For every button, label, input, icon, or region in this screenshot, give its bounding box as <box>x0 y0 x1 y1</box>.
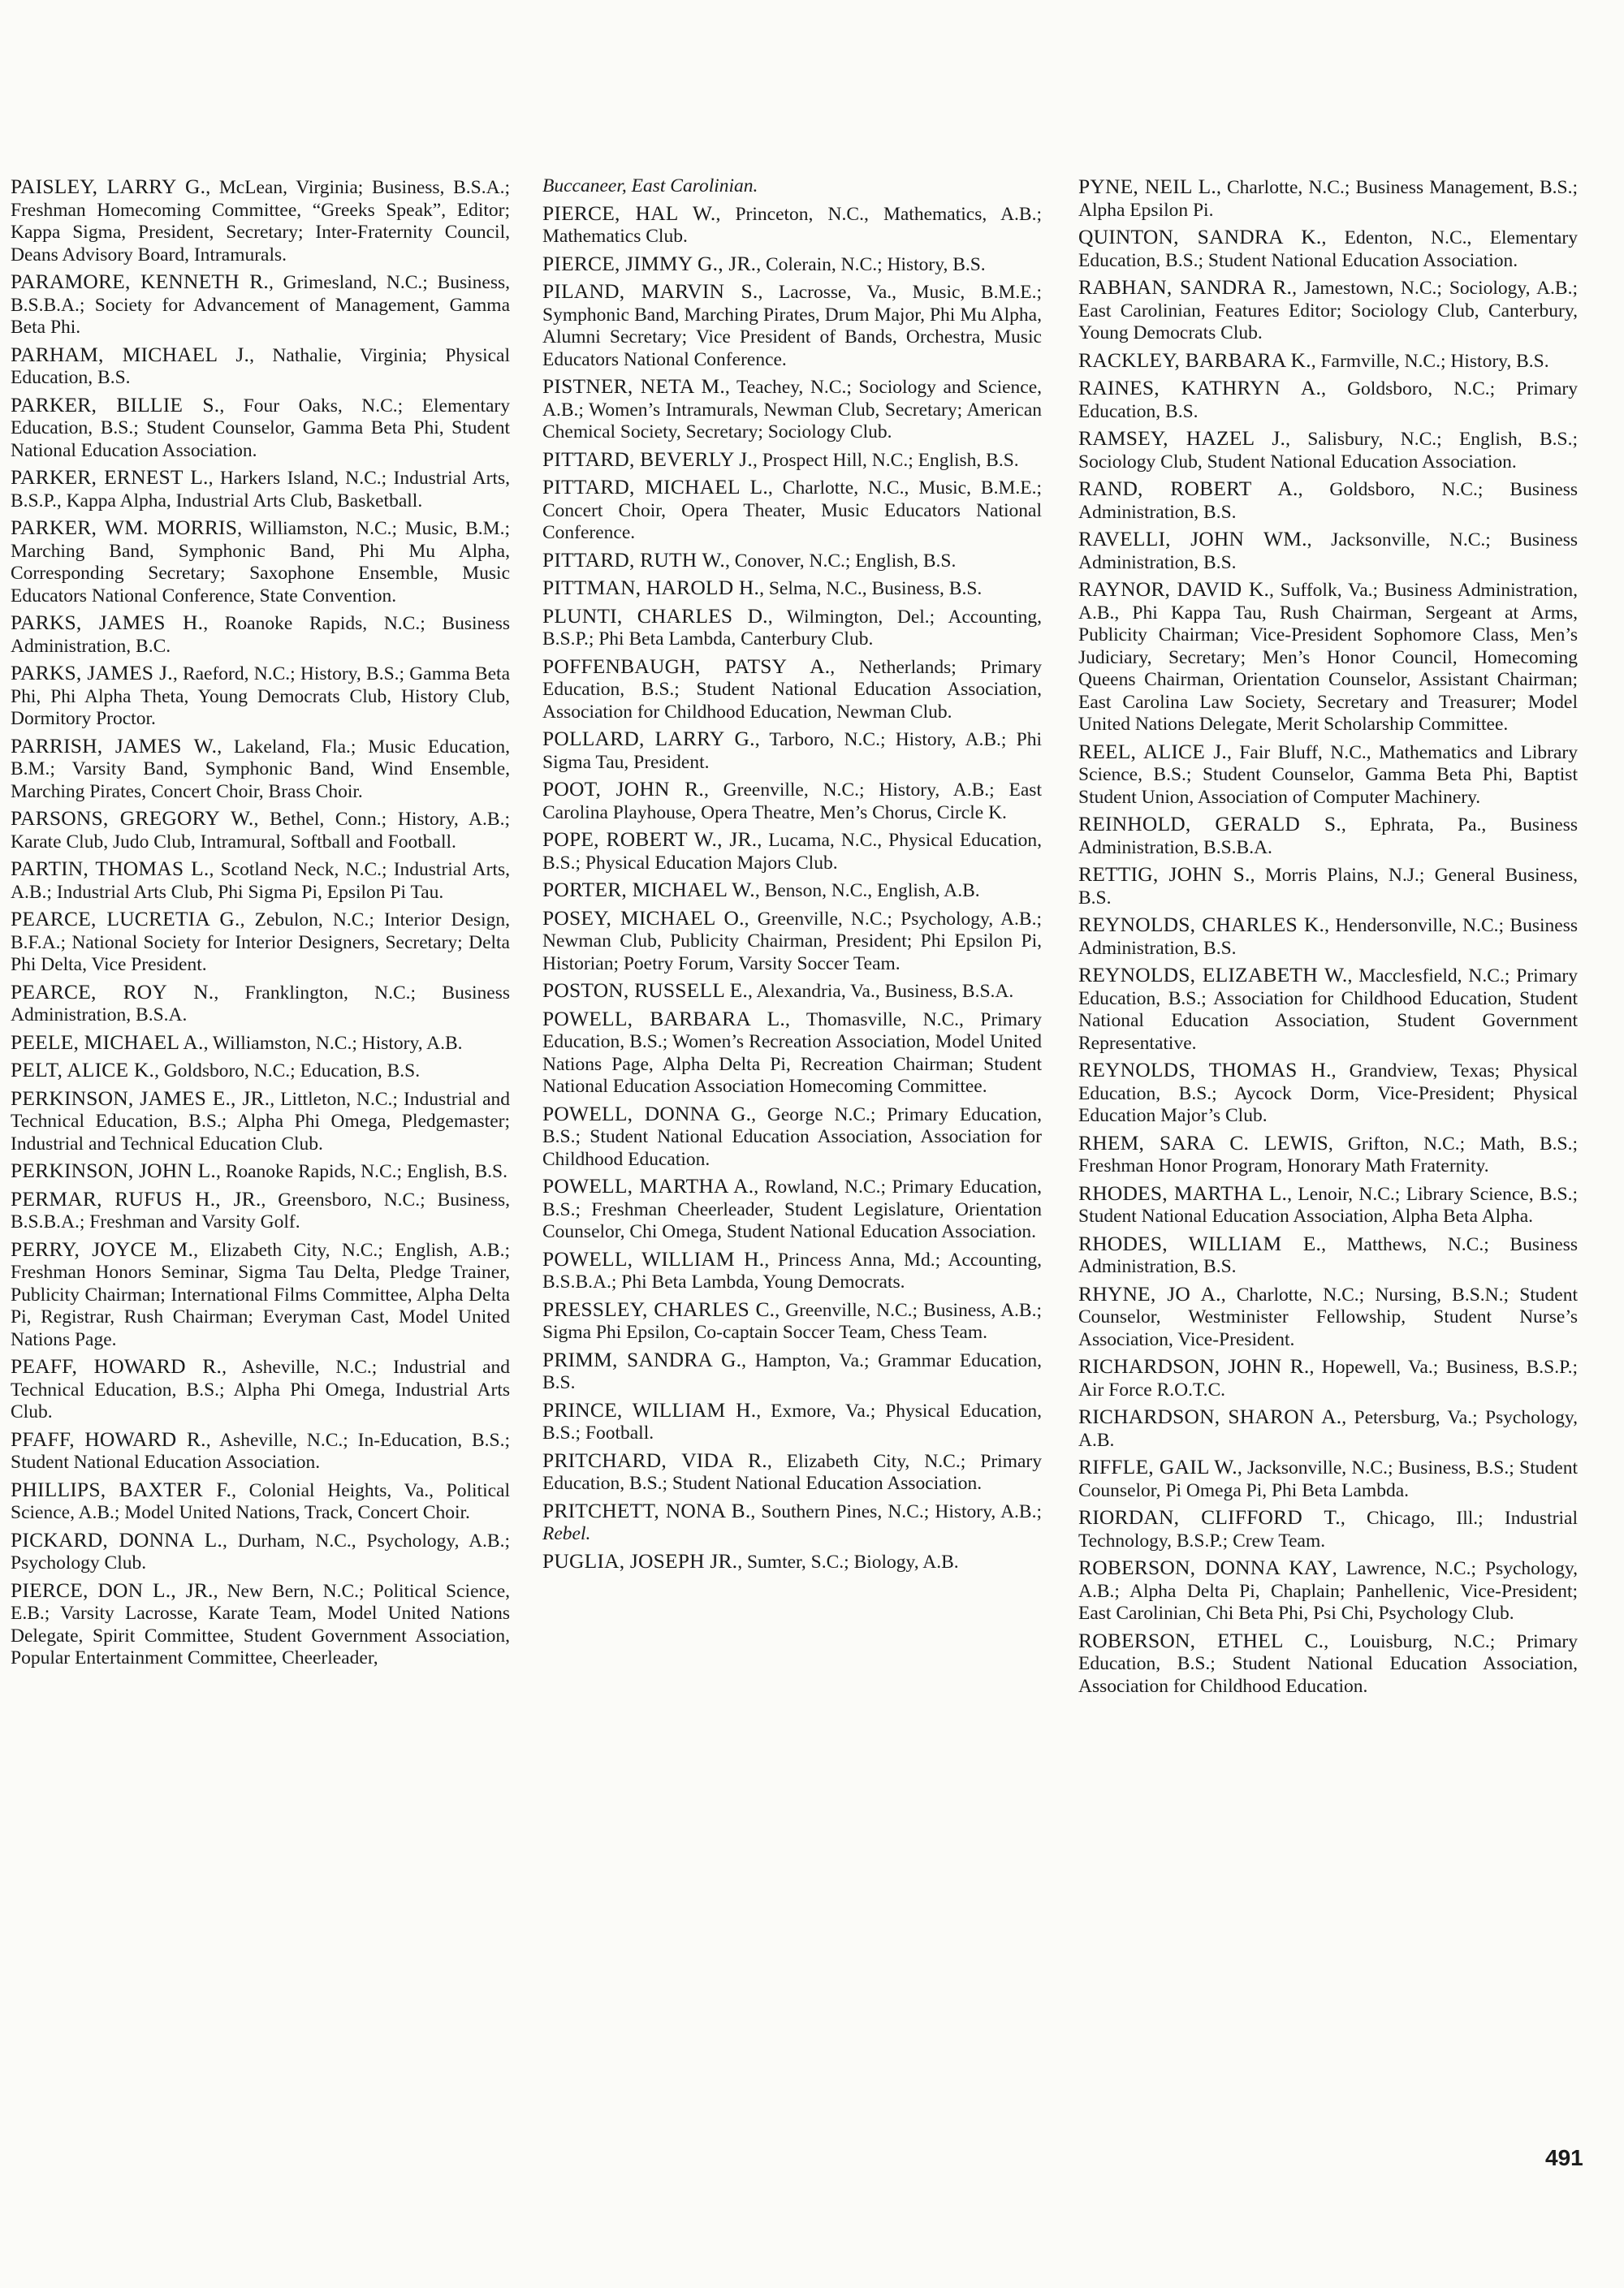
entry-name: PITTARD, RUTH W. <box>542 547 726 572</box>
entry-name: RICHARDSON, SHARON A. <box>1078 1405 1342 1428</box>
entry-name: POWELL, BARBARA L. <box>542 1006 785 1030</box>
entry-name: PARAMORE, KENNETH R. <box>11 270 269 293</box>
senior-entry <box>1078 377 1578 423</box>
entry-details: , Williamston, N.C.; Music, B.M.; Marching Band, Symphonic Band, Phi Mu Alpha, Corresponding Secretary; Saxophone Ensemble, Music Educators National Conference, State Convention. <box>11 518 510 607</box>
senior-entry <box>1078 528 1578 574</box>
entry-details: , Prospect Hill, N.C.; English, B.S. <box>752 449 1019 471</box>
entry-name: POLLARD, LARRY G. <box>542 727 755 750</box>
entry-name: PARSONS, GREGORY W. <box>11 806 254 830</box>
entry-name: REINHOLD, GERALD S. <box>1078 812 1341 835</box>
entry-details: , Jamestown, N.C.; Sociology, A.B.; East Carolinian, Features Editor; Sociology Club, Canterbury, Young Democrats Club. <box>1078 278 1579 343</box>
entry-details: , Charlotte, N.C.; Nursing, B.S.N.; Student Counselor, Westminister Fellowship, Student Nurse’s Association, Vice-President. <box>1078 1284 1579 1350</box>
senior-entry <box>1078 175 1578 222</box>
senior-entry <box>1078 427 1578 473</box>
entry-name: ROBERSON, ETHEL C. <box>1078 1628 1324 1652</box>
entry-name: PARKER, BILLIE S. <box>11 392 220 417</box>
entry-details: , Conover, N.C.; English, B.S. <box>725 550 957 572</box>
entry-details: , Tarboro, N.C.; History, A.B.; Phi Sigma Tau, President. <box>542 729 1042 773</box>
entry-details: , Littleton, N.C.; Industrial and Technical Education, B.S.; Alpha Phi Omega, Pledgemaster; Industrial and Technical Education Club. <box>11 1088 510 1155</box>
senior-entry <box>542 907 1042 976</box>
entry-name: PRIMM, SANDRA G. <box>542 1347 742 1371</box>
entry-details: , Jacksonville, N.C.; Business, B.S.; Student Counselor, Pi Omega Pi, Phi Beta Lambda. <box>1078 1457 1578 1501</box>
senior-entry <box>542 253 1042 277</box>
senior-entry <box>1078 863 1578 909</box>
entry-name: RABHAN, SANDRA R. <box>1078 275 1293 299</box>
senior-entry <box>542 1500 1042 1546</box>
senior-entry <box>11 1529 510 1575</box>
entry-name: RIORDAN, CLIFFORD T. <box>1078 1505 1341 1529</box>
entry-details: , Thomasville, N.C., Primary Education, B.S.; Women’s Recreation Association, Model United Nations Page, Alpha Delta Pi, Recreation Chairman; Student National Education Association Homecoming Committee. <box>542 1008 1042 1097</box>
entry-details: , Petersburg, Va.; Psychology, A.B. <box>1078 1407 1578 1451</box>
senior-entry <box>1078 1059 1578 1128</box>
entry-name: PARRISH, JAMES W. <box>11 733 218 758</box>
entry-italic-detail: Rebel. <box>542 1523 591 1544</box>
entry-name: PYNE, NEIL L. <box>1078 175 1216 198</box>
entry-name: PEELE, MICHAEL A. <box>11 1030 204 1054</box>
senior-entry <box>11 735 510 804</box>
entry-details: , Four Oaks, N.C.; Elementary Education, B.S.; Student Counselor, Gamma Beta Phi, Student National Education Association. <box>11 395 510 461</box>
senior-entry <box>1078 1355 1578 1401</box>
entry-name: POSTON, RUSSELL E. <box>542 978 748 1002</box>
entry-details: , Princeton, N.C., Mathematics, A.B.; Mathematics Club. <box>542 203 1043 247</box>
entry-details: , Elizabeth City, N.C.; English, A.B.; Freshman Honors Seminar, Sigma Tau Delta, Pledge Trainer, Publicity Chairman; International Films Committee, Alpha Delta Pi, Registrar, Rush Chairman; Everyman Cast, Model United Nations Page. <box>11 1239 510 1350</box>
entry-name: RAYNOR, DAVID K. <box>1078 577 1270 601</box>
senior-entry <box>542 549 1042 573</box>
entry-name: REYNOLDS, THOMAS H. <box>1078 1058 1332 1081</box>
entry-details: , Hendersonville, N.C.; Business Administration, B.S. <box>1078 915 1578 959</box>
entry-name: PIERCE, DON L., JR. <box>11 1578 214 1602</box>
entry-name: PITTMAN, HAROLD H. <box>542 576 760 599</box>
column-3 <box>1078 175 1578 1702</box>
senior-entry <box>11 1355 510 1424</box>
entry-details: , Greenville, N.C.; History, A.B.; East Carolina Playhouse, Opera Theatre, Men’s Chorus, Circle K. <box>542 779 1042 823</box>
senior-entry <box>542 280 1042 371</box>
senior-entry <box>542 448 1042 473</box>
entry-details: , Benson, N.C., English, A.B. <box>754 880 980 901</box>
senior-entry <box>542 1550 1042 1574</box>
entry-name: RHODES, WILLIAM E. <box>1078 1231 1322 1255</box>
entry-name: PARKER, ERNEST L. <box>11 465 209 489</box>
entry-name: ROBERSON, DONNA KAY <box>1078 1556 1332 1579</box>
entry-name: POPE, ROBERT W., JR. <box>542 827 758 851</box>
senior-entry <box>11 1238 510 1352</box>
senior-entry <box>1078 740 1578 809</box>
entry-name: PEARCE, ROY N. <box>11 979 214 1004</box>
entry-details: , Elizabeth City, N.C.; Primary Education, B.S.; Student National Education Association. <box>542 1450 1043 1494</box>
senior-entry <box>1078 1556 1578 1625</box>
entry-name: RETTIG, JOHN S. <box>1078 862 1250 886</box>
senior-entry <box>11 1579 510 1670</box>
entry-name: PARHAM, MICHAEL J. <box>11 342 250 366</box>
entry-details: , Salisbury, N.C.; English, B.S.; Sociology Club, Student National Education Association. <box>1078 429 1578 473</box>
entry-details: , McLean, Virginia; Business, B.S.A.; Freshman Homecoming Committee, “Greeks Speak”, Editor; Kappa Sigma, President, Secretary; Inter-Fraternity Council, Deans Advisory Board, Intramurals. <box>11 177 510 265</box>
entry-details: , Sumter, S.C.; Biology, A.B. <box>737 1551 959 1573</box>
entry-details: , Lucama, N.C., Physical Education, B.S.; Physical Education Majors Club. <box>542 830 1042 874</box>
entry-name: PARKS, JAMES J. <box>11 661 173 684</box>
entry-details: , Selma, N.C., Business, B.S. <box>759 578 983 599</box>
entry-details: , Nathalie, Virginia; Physical Education, B.S. <box>11 344 510 388</box>
entry-details: , Matthews, N.C.; Business Administration, B.S. <box>1078 1233 1578 1277</box>
entry-details: , Colonial Heights, Va., Political Science, A.B.; Model United Nations, Track, Concert Choir. <box>11 1479 510 1523</box>
entry-name: PARKER, WM. MORRIS <box>11 516 238 539</box>
senior-entry <box>1078 349 1578 373</box>
entry-name: PIERCE, JIMMY G., JR. <box>542 251 757 275</box>
senior-entry <box>542 476 1042 545</box>
senior-entry <box>11 1159 510 1184</box>
entry-details: , Princess Anna, Md.; Accounting, B.S.B.A.; Phi Beta Lambda, Young Democrats. <box>542 1249 1042 1293</box>
entry-name: PEAFF, HOWARD R. <box>11 1354 222 1378</box>
senior-entry <box>11 270 510 339</box>
entry-details: , Hopewell, Va.; Business, B.S.P.; Air Force R.O.T.C. <box>1078 1357 1578 1401</box>
entry-details: , Chicago, Ill.; Industrial Technology, B.S.P.; Crew Team. <box>1078 1508 1579 1552</box>
entry-name: POWELL, DONNA G. <box>542 1101 752 1125</box>
entry-name: PRITCHARD, VIDA R. <box>542 1448 767 1472</box>
entry-name: PELT, ALICE K. <box>11 1058 155 1081</box>
senior-entry <box>542 1298 1042 1345</box>
senior-entry <box>542 1175 1042 1244</box>
entry-details: , Greensboro, N.C.; Business, B.S.B.A.; Freshman and Varsity Golf. <box>11 1189 510 1232</box>
senior-entry <box>11 807 510 853</box>
entry-name: PEARCE, LUCRETIA G. <box>11 907 240 930</box>
entry-details: , Lacrosse, Va., Music, B.M.E.; Symphonic Band, Marching Pirates, Drum Major, Phi Mu Alpha, Alumni Secretary; Vice President of Bands, Orchestra, Music Educators National Conference. <box>542 282 1042 370</box>
entry-name: PERMAR, RUFUS H., JR. <box>11 1186 261 1211</box>
continued-entry-fragment: Buccaneer, East Carolinian. <box>542 175 758 196</box>
senior-entry <box>1078 1630 1578 1699</box>
senior-entry <box>11 466 510 512</box>
entry-details: , Goldsboro, N.C.; Education, B.S. <box>154 1060 421 1081</box>
entry-details: , Morris Plains, N.J.; General Business, B.S. <box>1078 865 1579 909</box>
entry-name: POSEY, MICHAEL O. <box>542 905 745 930</box>
entry-name: PARTIN, THOMAS L. <box>11 857 209 880</box>
senior-entry <box>542 828 1042 874</box>
entry-details: , Hampton, Va.; Grammar Education, B.S. <box>542 1349 1042 1393</box>
senior-entry <box>11 1428 510 1474</box>
entry-details: , Wilmington, Del.; Accounting, B.S.P.; Phi Beta Lambda, Canterbury Club. <box>542 606 1043 650</box>
entry-details: , Suffolk, Va.; Business Administration, A.B., Phi Kappa Tau, Rush Chairman, Sergeant at Arms, Publicity Chairman; Vice-President Sophomore Class, Men’s Judiciary, Secretary; Men’s Honor Council, Homecoming Queens Chairman, Orientation Counselor, Assistant Chairman; East Carolina Law Society, Secretary and Treasurer; Model United Nations Delegate, Merit Scholarship Committee. <box>1078 580 1578 735</box>
entry-details: , Grimesland, N.C.; Business, B.S.B.A.; Society for Advancement of Management, Gamma Beta Phi. <box>11 272 510 338</box>
entry-name: REYNOLDS, ELIZABETH W. <box>1078 963 1348 986</box>
senior-entry <box>542 1248 1042 1294</box>
entry-name: RACKLEY, BARBARA K. <box>1078 348 1311 372</box>
entry-details: , Charlotte, N.C.; Business Management, B.S.; Alpha Epsilon Pi. <box>1078 177 1578 221</box>
senior-entry <box>1078 964 1578 1055</box>
entry-name: REYNOLDS, CHARLES K. <box>1078 913 1325 936</box>
entry-name: REEL, ALICE J. <box>1078 739 1227 763</box>
entry-name: PITTARD, MICHAEL L. <box>542 475 768 499</box>
entry-name: PFAFF, HOWARD R. <box>11 1427 206 1451</box>
senior-entry <box>542 1399 1042 1445</box>
senior-entry <box>542 576 1042 601</box>
entry-details: , Alexandria, Va., Business, B.S.A. <box>747 981 1014 1002</box>
senior-entry <box>1078 1405 1578 1452</box>
senior-entry <box>11 175 510 266</box>
entry-name: POWELL, WILLIAM H. <box>542 1246 765 1271</box>
entry-details: , Fair Bluff, N.C., Mathematics and Library Science, B.S.; Student Counselor, Gamma Beta Phi, Baptist Student Union, Association of Computer Machinery. <box>1078 741 1578 808</box>
entry-name: QUINTON, SANDRA K. <box>1078 225 1322 248</box>
entry-name: PERRY, JOYCE M. <box>11 1237 194 1261</box>
entry-name: PRESSLEY, CHARLES C. <box>542 1297 775 1321</box>
entry-name: PHILLIPS, BAXTER F. <box>11 1477 232 1501</box>
entry-details: , Louisburg, N.C.; Primary Education, B.S.; Student National Education Association, Association for Childhood Education. <box>1078 1630 1578 1697</box>
entry-details: , Roanoke Rapids, N.C.; English, B.S. <box>215 1161 508 1182</box>
entry-details: , Williamston, N.C.; History, A.B. <box>203 1032 463 1054</box>
senior-entry <box>1078 226 1578 272</box>
senior-entry <box>542 1103 1042 1172</box>
entry-name: PRINCE, WILLIAM H. <box>542 1397 757 1422</box>
entry-name: PRITCHETT, NONA B. <box>542 1498 751 1522</box>
entry-name: PIERCE, HAL W. <box>542 201 716 225</box>
senior-entry <box>11 1087 510 1156</box>
entry-details: , Grifton, N.C.; Math, B.S.; Freshman Honor Program, Honorary Math Fraternity. <box>1078 1133 1578 1176</box>
entry-details: , Edenton, N.C., Elementary Education, B.S.; Student National Education Association. <box>1078 227 1578 271</box>
senior-entry <box>1078 1506 1578 1552</box>
entry-name: RHYNE, JO A. <box>1078 1281 1221 1306</box>
senior-entry <box>1078 477 1578 524</box>
senior-entry <box>11 1031 510 1056</box>
entry-name: POFFENBAUGH, PATSY A. <box>542 654 831 678</box>
senior-entry <box>542 778 1042 824</box>
entry-details: , Lenoir, N.C.; Library Science, B.S.; Student National Education Association, Alpha Beta Alpha. <box>1078 1183 1579 1227</box>
senior-entry <box>542 727 1042 774</box>
entry-name: PERKINSON, JOHN L. <box>11 1159 216 1182</box>
entry-name: RHEM, SARA C. LEWIS <box>1078 1130 1328 1155</box>
entry-details: , Bethel, Conn.; History, A.B.; Karate Club, Judo Club, Intramural, Softball and Football. <box>11 809 510 853</box>
entry-details: , Harkers Island, N.C.; Industrial Arts, B.S.P., Kappa Alpha, Industrial Arts Club, Basketball. <box>11 468 510 512</box>
entry-name: PARKS, JAMES H. <box>11 611 204 634</box>
senior-entry <box>11 908 510 977</box>
senior-entry <box>1078 1182 1578 1228</box>
entry-details: , Exmore, Va.; Physical Education, B.S.; Football. <box>542 1400 1043 1444</box>
entry-name: RAINES, KATHRYN A. <box>1078 376 1322 399</box>
entry-details: , Teachey, N.C.; Sociology and Science, A.B.; Women’s Intramurals, Newman Club, Secretary; American Chemical Society, Secretary; Sociology Club. <box>542 377 1043 442</box>
entry-details: , Greenville, N.C.; Business, A.B.; Sigma Phi Epsilon, Co-captain Soccer Team, Chess Team. <box>542 1299 1042 1343</box>
entry-name: RHODES, MARTHA L. <box>1078 1181 1288 1205</box>
senior-entry <box>11 343 510 390</box>
entry-name: PLUNTI, CHARLES D. <box>542 603 768 628</box>
entry-details: , Ephrata, Pa., Business Administration, B.S.B.A. <box>1078 814 1579 858</box>
senior-entry <box>542 655 1042 724</box>
senior-entry <box>542 605 1042 651</box>
senior-entry <box>11 981 510 1027</box>
entry-name: RICHARDSON, JOHN R. <box>1078 1354 1310 1378</box>
entry-name: POWELL, MARTHA A. <box>542 1174 754 1198</box>
entry-name: PICKARD, DONNA L. <box>11 1527 222 1552</box>
senior-entry <box>542 1449 1042 1496</box>
entry-details: , Asheville, N.C.; In-Education, B.S.; Student National Education Association. <box>11 1429 511 1473</box>
senior-entry <box>542 1349 1042 1395</box>
entry-details: , Goldsboro, N.C.; Business Administration, B.S. <box>1078 479 1578 523</box>
entry-details: , Durham, N.C., Psychology, A.B.; Psychology Club. <box>11 1530 510 1574</box>
entry-details: , New Bern, N.C.; Political Science, E.B.; Varsity Lacrosse, Karate Team, Model United Nations Delegate, Spirit Committee, Student Government Association, Popular Entertainment Committee, Cheerleader, <box>11 1580 510 1669</box>
senior-entry <box>11 1479 510 1525</box>
entry-details: , Southern Pines, N.C.; History, A.B.; <box>750 1500 1042 1522</box>
senior-entry <box>1078 913 1578 960</box>
senior-entry <box>11 394 510 463</box>
entry-details: , Lakeland, Fla.; Music Education, B.M.; Varsity Band, Symphonic Band, Wind Ensemble, Marching Pirates, Concert Choir, Brass Choir. <box>11 736 510 802</box>
senior-entry <box>11 1059 510 1083</box>
entry-details: , Scotland Neck, N.C.; Industrial Arts, A.B.; Industrial Arts Club, Phi Sigma Pi, Epsilon Pi Tau. <box>11 859 510 903</box>
senior-entry <box>1078 1456 1578 1502</box>
senior-entry <box>542 979 1042 1004</box>
entry-details: , Raeford, N.C.; History, B.S.; Gamma Beta Phi, Phi Alpha Theta, Young Democrats Club, History Club, Dormitory Proctor. <box>11 663 510 729</box>
senior-entry <box>1078 578 1578 736</box>
entry-details: , Roanoke Rapids, N.C.; Business Administration, B.C. <box>11 613 510 657</box>
entry-name: RAMSEY, HAZEL J. <box>1078 426 1286 450</box>
senior-entry <box>542 1008 1042 1099</box>
entry-name: RIFFLE, GAIL W. <box>1078 1455 1237 1479</box>
entry-name: RAVELLI, JOHN WM. <box>1078 527 1307 550</box>
column-1 <box>11 175 510 1674</box>
entry-name: PAISLEY, LARRY G. <box>11 175 206 198</box>
entry-name: PUGLIA, JOSEPH JR. <box>542 1548 738 1573</box>
entry-name: RAND, ROBERT A. <box>1078 477 1298 500</box>
page-number: 491 <box>1545 2145 1583 2170</box>
entry-details: , Zebulon, N.C.; Interior Design, B.F.A.; National Society for Interior Designers, Secretary; Delta Phi Delta, Vice President. <box>11 909 510 975</box>
senior-entry <box>11 662 510 731</box>
column-2 <box>542 175 1042 1578</box>
entry-details: , Goldsboro, N.C.; Primary Education, B.S. <box>1078 378 1579 422</box>
senior-entry <box>542 202 1042 248</box>
entry-details: , Grandview, Texas; Physical Education, B.S.; Aycock Dorm, Vice-President; Physical Education Major’s Club. <box>1078 1060 1578 1126</box>
entry-name: PERKINSON, JAMES E., JR. <box>11 1086 270 1110</box>
senior-entry <box>1078 276 1578 345</box>
entry-name: PITTARD, BEVERLY J. <box>542 447 753 471</box>
senior-entry <box>542 375 1042 444</box>
senior-entry <box>1078 1232 1578 1279</box>
entry-details: , Farmville, N.C.; History, B.S. <box>1311 350 1549 372</box>
senior-entry <box>1078 1132 1578 1178</box>
entry-details: , George N.C.; Primary Education, B.S.; Student National Education Association, Association for Childhood Education. <box>542 1103 1042 1170</box>
entry-details: , Franklington, N.C.; Business Administration, B.S.A. <box>11 982 510 1025</box>
entry-details: , Colerain, N.C.; History, B.S. <box>756 253 986 275</box>
entry-name: POOT, JOHN R. <box>542 777 704 801</box>
senior-entry <box>11 857 510 904</box>
senior-entry <box>1078 1283 1578 1352</box>
senior-entry <box>11 611 510 658</box>
entry-details: , Macclesfield, N.C.; Primary Education, B.S.; Association for Childhood Education, Student National Education Association, Student Government Representative. <box>1078 965 1578 1054</box>
entry-name: PISTNER, NETA M. <box>542 374 725 398</box>
entry-name: PILAND, MARVIN S. <box>542 279 758 303</box>
senior-entry <box>11 516 510 607</box>
senior-entry <box>1078 813 1578 859</box>
entry-name: PORTER, MICHAEL W. <box>542 878 755 901</box>
entry-details: , Rowland, N.C.; Primary Education, B.S.; Freshman Cheerleader, Student Legislature, Orientation Counselor, Chi Omega, Student National Education Association. <box>542 1176 1042 1242</box>
senior-entry <box>11 1188 510 1234</box>
entry-details: , Asheville, N.C.; Industrial and Technical Education, B.S.; Alpha Phi Omega, Industrial Arts Club. <box>11 1357 511 1422</box>
entry-details: , Greenville, N.C.; Psychology, A.B.; Newman Club, Publicity Chairman, President; Phi Epsilon Pi, Historian; Poetry Forum, Varsity Soccer Team. <box>542 908 1042 974</box>
entry-details: , Netherlands; Primary Education, B.S.; Student National Education Association, Association for Childhood Education, Newman Club. <box>542 656 1042 723</box>
entry-details: , Lawrence, N.C.; Psychology, A.B.; Alpha Delta Pi, Chaplain; Panhellenic, Vice-President; East Carolinian, Chi Beta Phi, Psi Chi, Psychology Club. <box>1078 1558 1579 1624</box>
entry-details: , Charlotte, N.C., Music, B.M.E.; Concert Choir, Opera Theater, Music Educators National Conference. <box>542 477 1042 543</box>
entry-details: , Jacksonville, N.C.; Business Administration, B.S. <box>1078 529 1578 573</box>
senior-entry <box>542 879 1042 903</box>
